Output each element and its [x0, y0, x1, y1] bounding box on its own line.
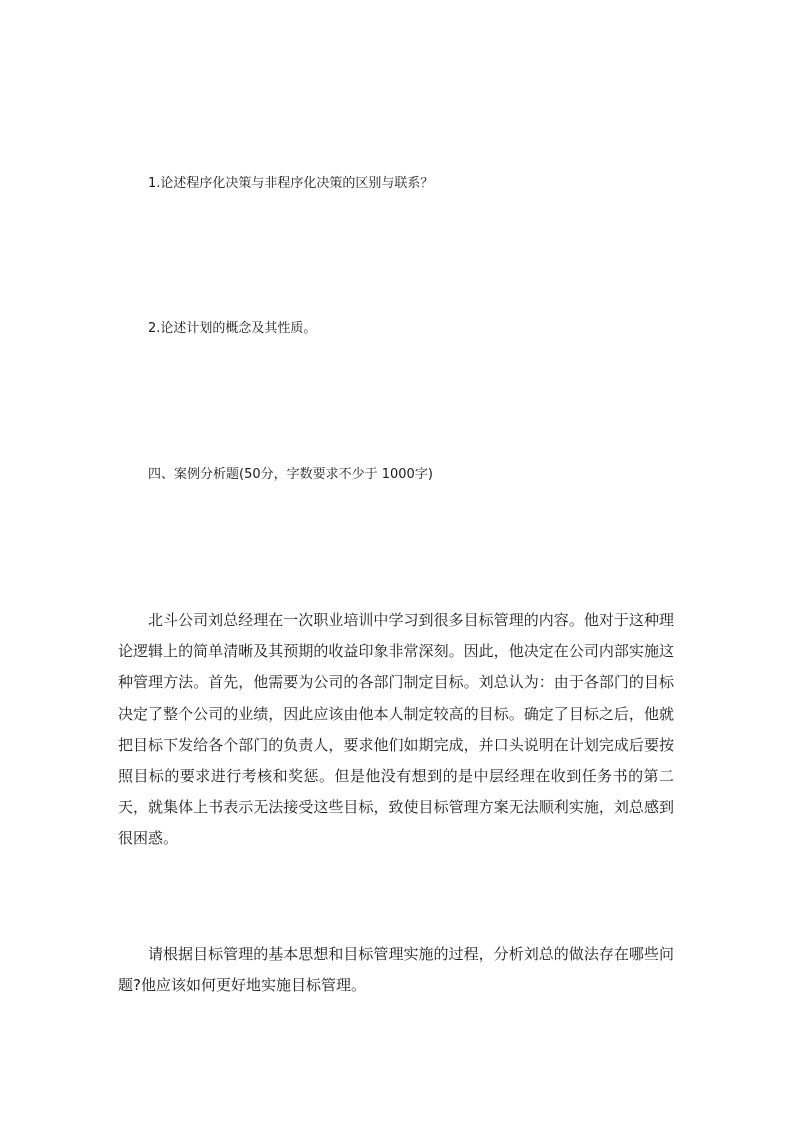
case-paragraph: 北斗公司刘总经理在一次职业培训中学习到很多目标管理的内容。他对于这种理论逻辑上的简单清晰及其预期的收益印象非常深刻。因此，他决定在公司内部实施这种管理方法。首先，他需要为公司的各部门制定目标。刘总认为：由于各部门的目标决定了整个公司的业绩，因此应该由他本人制定较高的目标。确定了目标之后，他就把目标下发给各个部门的负责人，要求他们如期完成，并口头说明在计划完成后要按照目标的要求进行考核和奖惩。但是他没有想到的是中层经理在收到任务书的第二天，就集体上书表示无法接受这些目标，致使目标管理方案无法顺利实施，刘总感到很困惑。 [118, 611, 674, 848]
question-1: 1.论述程序化决策与非程序化决策的区别与联系？ [148, 176, 434, 191]
question-2: 2.论述计划的概念及其性质。 [148, 321, 317, 336]
section-heading: 四、案例分析题(50分，字数要求不少于 1000字) [148, 467, 433, 482]
case-question: 请根据目标管理的基本思想和目标管理实施的过程，分析刘总的做法存在哪些问题?他应该如何更好地实施目标管理。 [118, 945, 674, 995]
